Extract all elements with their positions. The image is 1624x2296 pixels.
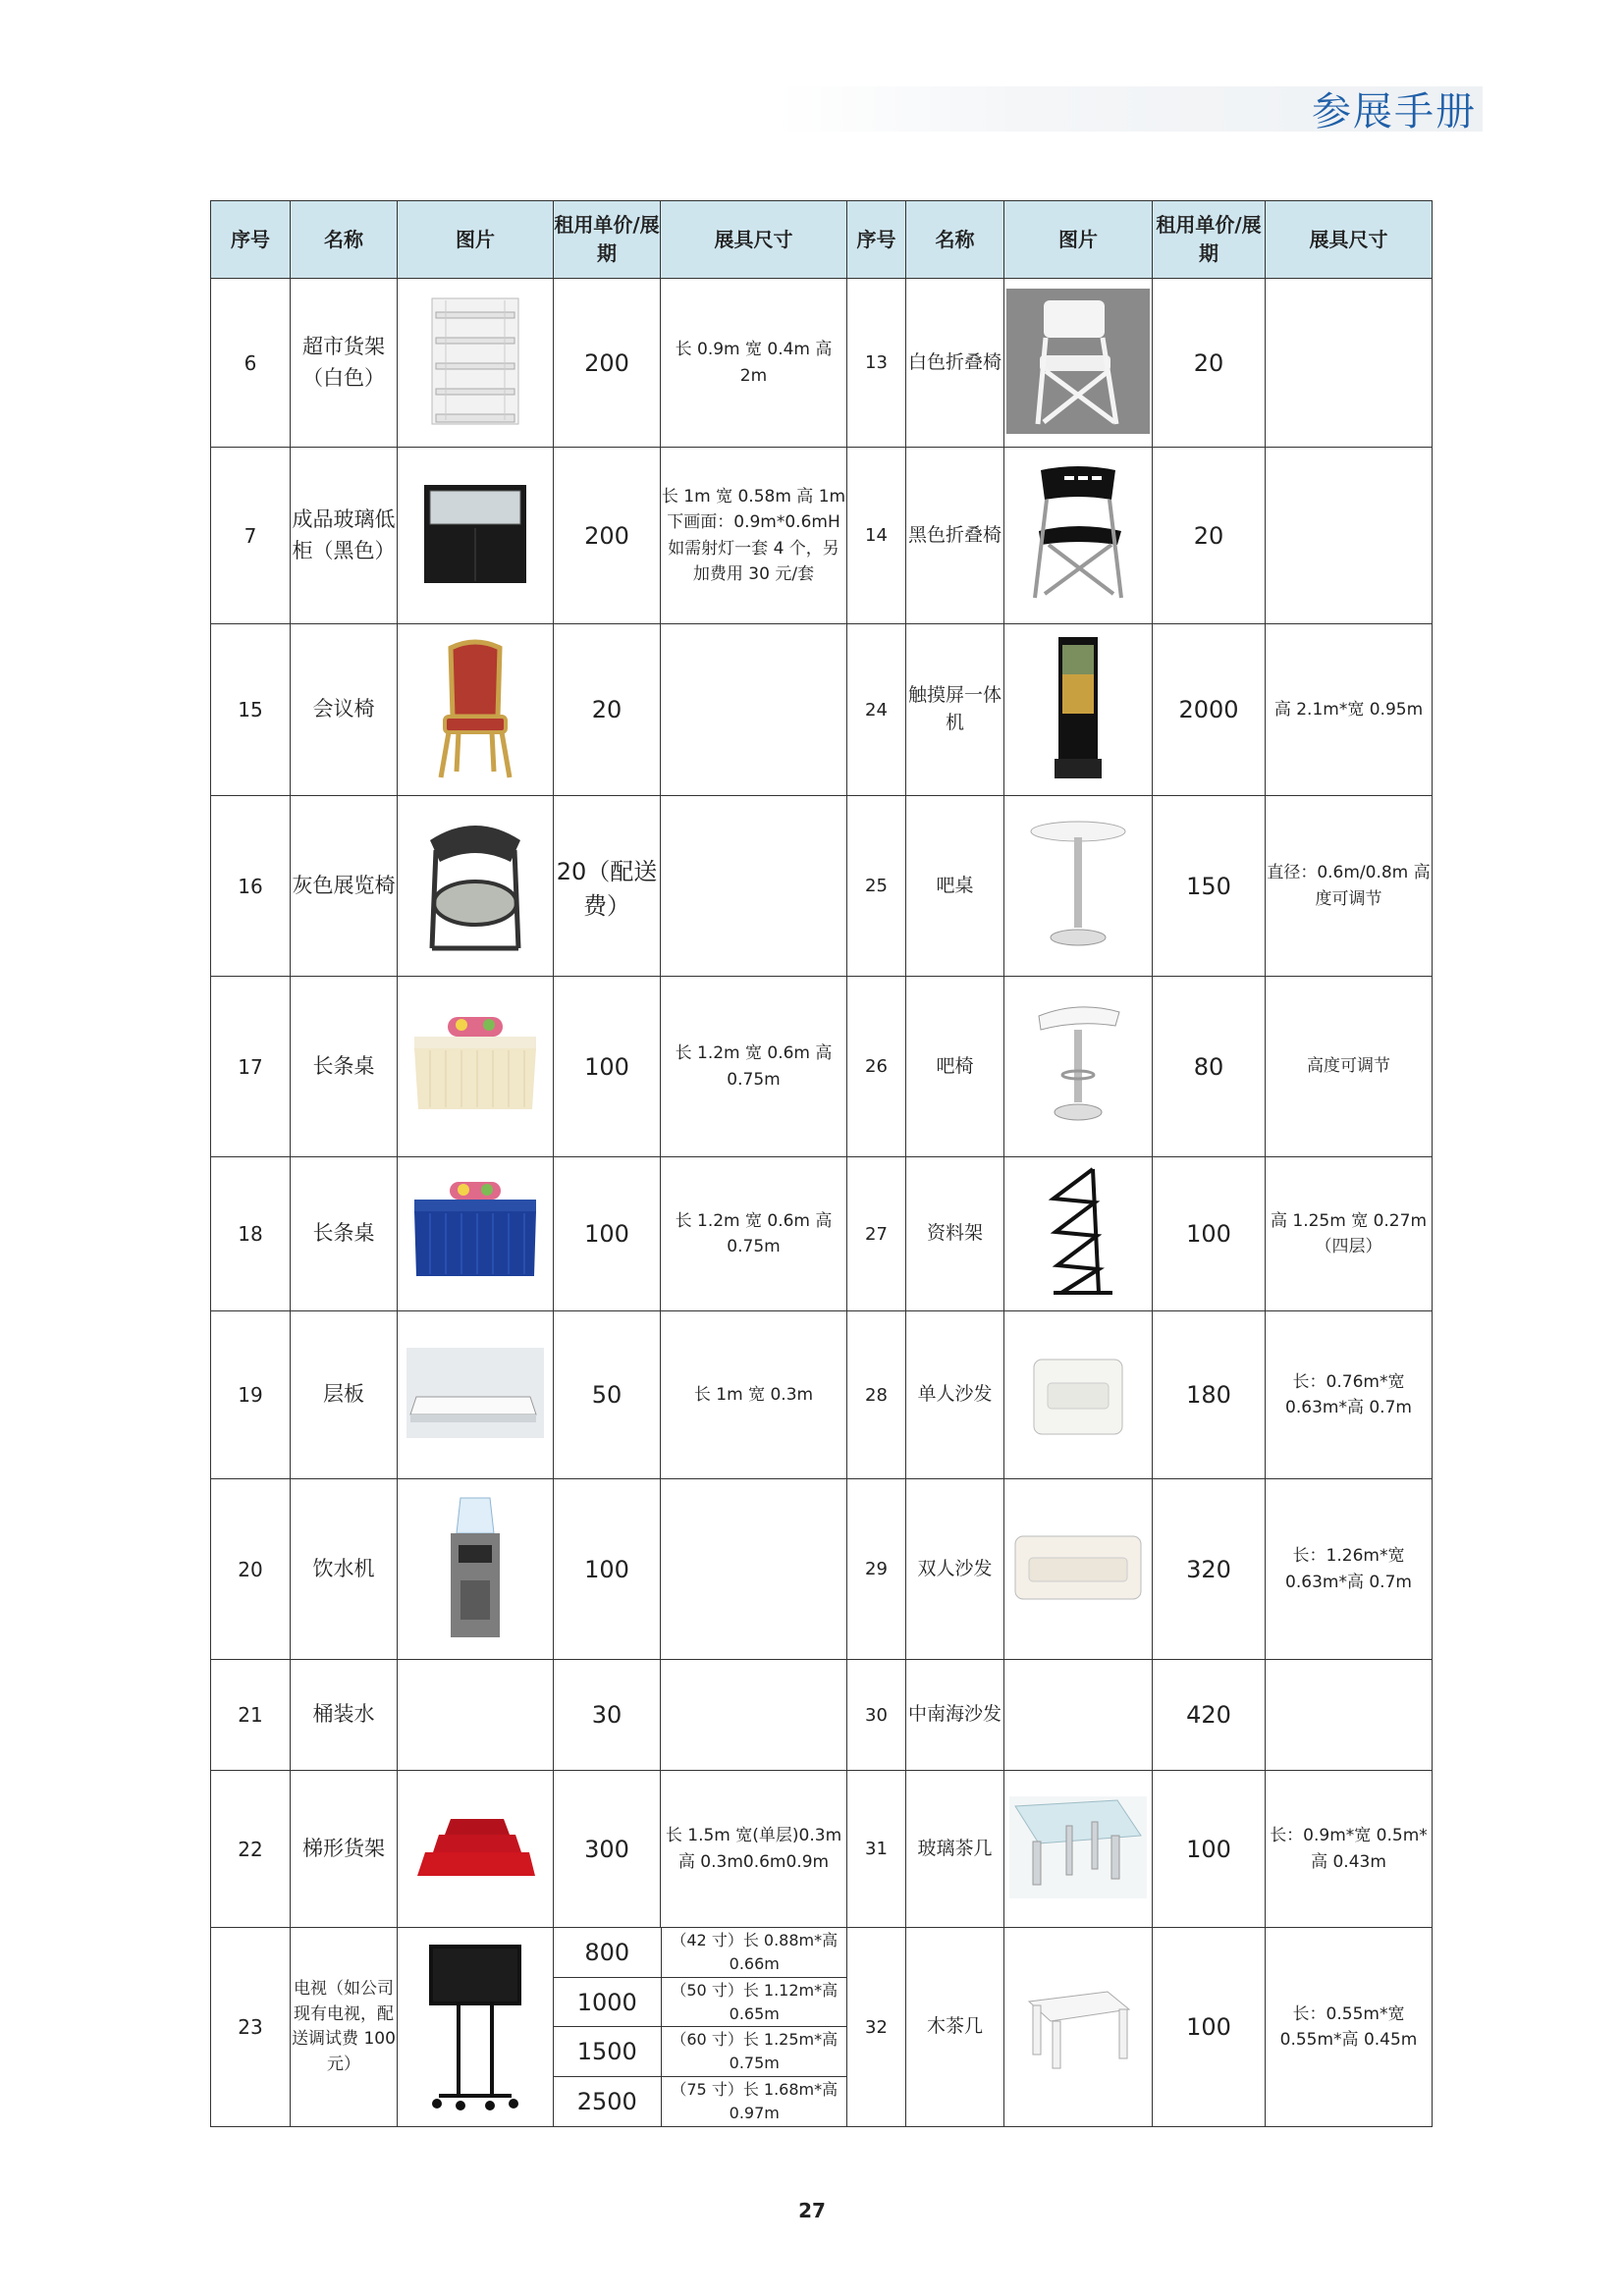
item-no: 21 [211, 1660, 291, 1771]
water-dispenser-image [441, 1494, 510, 1641]
shelf-board-image [406, 1348, 544, 1438]
item-price: 200 [554, 279, 661, 448]
table-header-row [211, 201, 1433, 279]
item-size [661, 624, 847, 796]
tv-size: （50 寸）长 1.12m*高 0.65m [661, 1977, 847, 2027]
long-table-cream-skirt-image [406, 1011, 544, 1119]
header-no-2: 序号 [847, 201, 906, 279]
item-picture-2 [1004, 1660, 1153, 1771]
item-no: 20 [211, 1479, 291, 1660]
item-price: 20 [554, 624, 661, 796]
item-size: 长 0.9m 宽 0.4m 高 2m [661, 279, 847, 448]
item-price-2: 420 [1153, 1660, 1266, 1771]
item-name: 梯形货架 [291, 1771, 398, 1928]
item-name-2: 木茶几 [906, 1928, 1004, 2127]
item-size-2: 长：0.76m*宽 0.63m*高 0.7m [1266, 1311, 1433, 1479]
header-picture: 图片 [398, 201, 554, 279]
tv-price-size-group [554, 1928, 847, 2127]
item-size: 长 1.2m 宽 0.6m 高 0.75m [661, 977, 847, 1157]
tv-price: 2500 [554, 2077, 661, 2126]
header-name-2: 名称 [906, 201, 1004, 279]
item-size-2: 长：0.55m*宽 0.55m*高 0.45m [1266, 1928, 1433, 2127]
item-no-2: 28 [847, 1311, 906, 1479]
item-no: 17 [211, 977, 291, 1157]
item-name: 电视（如公司现有电视，配送调试费 100 元） [291, 1928, 398, 2127]
item-size [661, 1660, 847, 1771]
item-no: 16 [211, 796, 291, 977]
header-size-2: 展具尺寸 [1266, 201, 1433, 279]
item-picture-2 [1004, 1157, 1153, 1311]
item-price-2: 100 [1153, 1771, 1266, 1928]
item-picture [398, 1311, 554, 1479]
header-price-2: 租用单价/展期 [1153, 201, 1266, 279]
item-size [661, 1479, 847, 1660]
tv-size: （42 寸）长 0.88m*高 0.66m [661, 1928, 847, 1977]
header-price: 租用单价/展期 [554, 201, 661, 279]
item-size: 长 1m 宽 0.58m 高 1m 下画面：0.9m*0.6mH 如需射灯一套 4 个，另加费用 30 元/套 [661, 448, 847, 624]
item-size-2: 长：1.26m*宽 0.63m*高 0.7m [1266, 1479, 1433, 1660]
wooden-coffee-table-image [1019, 1976, 1137, 2074]
table-row [211, 1157, 1433, 1311]
item-picture [398, 977, 554, 1157]
item-name-2: 中南海沙发 [906, 1660, 1004, 1771]
item-no: 19 [211, 1311, 291, 1479]
item-price-2: 20 [1153, 448, 1266, 624]
item-name: 长条桌 [291, 1157, 398, 1311]
header-size: 展具尺寸 [661, 201, 847, 279]
tv-price-subtable [554, 1928, 847, 2126]
item-picture [398, 1928, 554, 2127]
item-price-2: 150 [1153, 796, 1266, 977]
item-no-2: 13 [847, 279, 906, 448]
item-price-2: 320 [1153, 1479, 1266, 1660]
item-picture [398, 279, 554, 448]
item-name: 超市货架（白色） [291, 279, 398, 448]
item-price-2: 2000 [1153, 624, 1266, 796]
glass-cabinet-image [420, 481, 530, 587]
item-picture-2 [1004, 1771, 1153, 1928]
page-header-title: 参展手册 [1312, 89, 1477, 134]
item-no-2: 31 [847, 1771, 906, 1928]
white-folding-chair-image [1006, 289, 1150, 434]
item-picture-2 [1004, 279, 1153, 448]
header-name: 名称 [291, 201, 398, 279]
item-size: 长 1.5m 宽(单层)0.3m 高 0.3m0.6m0.9m [661, 1771, 847, 1928]
item-price: 30 [554, 1660, 661, 1771]
item-size-2: 高 1.25m 宽 0.27m（四层） [1266, 1157, 1433, 1311]
supermarket-shelf-image [426, 293, 524, 430]
table-row [211, 448, 1433, 624]
bar-stool-image [1029, 996, 1127, 1134]
tv-price: 1500 [554, 2027, 661, 2077]
item-picture [398, 1479, 554, 1660]
item-name-2: 触摸屏一体机 [906, 624, 1004, 796]
item-size: 长 1.2m 宽 0.6m 高 0.75m [661, 1157, 847, 1311]
item-size-2 [1266, 448, 1433, 624]
item-no: 23 [211, 1928, 291, 2127]
item-picture-2 [1004, 977, 1153, 1157]
item-no: 22 [211, 1771, 291, 1928]
item-name: 会议椅 [291, 624, 398, 796]
item-name-2: 黑色折叠椅 [906, 448, 1004, 624]
item-price: 100 [554, 977, 661, 1157]
item-no-2: 29 [847, 1479, 906, 1660]
item-no-2: 27 [847, 1157, 906, 1311]
item-no-2: 30 [847, 1660, 906, 1771]
item-size: 长 1m 宽 0.3m [661, 1311, 847, 1479]
table-row [211, 1771, 1433, 1928]
item-picture [398, 1771, 554, 1928]
gray-exhibition-chair-image [416, 811, 534, 958]
item-name-2: 资料架 [906, 1157, 1004, 1311]
item-name: 灰色展览椅 [291, 796, 398, 977]
item-no: 7 [211, 448, 291, 624]
table-row [211, 977, 1433, 1157]
table-row [211, 1479, 1433, 1660]
item-price: 50 [554, 1311, 661, 1479]
item-no-2: 24 [847, 624, 906, 796]
item-no-2: 26 [847, 977, 906, 1157]
item-size-2: 高 2.1m*宽 0.95m [1266, 624, 1433, 796]
item-price: 300 [554, 1771, 661, 1928]
item-picture-2 [1004, 1928, 1153, 2127]
item-name-2: 双人沙发 [906, 1479, 1004, 1660]
item-size-2 [1266, 1660, 1433, 1771]
item-picture-2 [1004, 796, 1153, 977]
item-name: 饮水机 [291, 1479, 398, 1660]
item-picture [398, 1157, 554, 1311]
item-name: 成品玻璃低柜（黑色） [291, 448, 398, 624]
item-name: 长条桌 [291, 977, 398, 1157]
item-name: 桶装水 [291, 1660, 398, 1771]
item-price: 20（配送费） [554, 796, 661, 977]
item-name-2: 单人沙发 [906, 1311, 1004, 1479]
item-picture-2 [1004, 1479, 1153, 1660]
table-row [211, 624, 1433, 796]
table-row [211, 796, 1433, 977]
item-no-2: 32 [847, 1928, 906, 2127]
black-folding-chair-image [1019, 460, 1137, 608]
item-price-2: 100 [1153, 1157, 1266, 1311]
brochure-rack-image [1034, 1163, 1122, 1301]
item-price: 100 [554, 1479, 661, 1660]
item-price-2: 180 [1153, 1311, 1266, 1479]
tv-size: （60 寸）长 1.25m*高 0.75m [661, 2027, 847, 2077]
bar-table-image [1024, 816, 1132, 953]
item-picture [398, 448, 554, 624]
item-price-2: 100 [1153, 1928, 1266, 2127]
page-number: 27 [798, 2199, 826, 2222]
item-no-2: 25 [847, 796, 906, 977]
item-size-2: 高度可调节 [1266, 977, 1433, 1157]
table-row [211, 279, 1433, 448]
tv-on-stand-image [421, 1937, 529, 2113]
item-price-2: 80 [1153, 977, 1266, 1157]
item-picture [398, 1660, 554, 1771]
stepped-display-rack-image [411, 1813, 539, 1882]
item-price: 100 [554, 1157, 661, 1311]
item-name-2: 白色折叠椅 [906, 279, 1004, 448]
item-no-2: 14 [847, 448, 906, 624]
item-no: 18 [211, 1157, 291, 1311]
long-table-blue-skirt-image [406, 1178, 544, 1286]
item-picture-2 [1004, 624, 1153, 796]
tv-price: 1000 [554, 1977, 661, 2027]
item-size [661, 796, 847, 977]
table-row [211, 1928, 1433, 2127]
item-no: 15 [211, 624, 291, 796]
glass-coffee-table-image [1009, 1796, 1147, 1898]
item-price: 200 [554, 448, 661, 624]
header-picture-2: 图片 [1004, 201, 1153, 279]
item-price-2: 20 [1153, 279, 1266, 448]
table-row [211, 1311, 1433, 1479]
item-name-2: 吧椅 [906, 977, 1004, 1157]
item-no: 6 [211, 279, 291, 448]
item-name-2: 吧桌 [906, 796, 1004, 977]
item-size-2: 直径：0.6m/0.8m 高度可调节 [1266, 796, 1433, 977]
item-picture [398, 624, 554, 796]
single-sofa-image [1024, 1344, 1132, 1442]
tv-size: （75 寸）长 1.68m*高 0.97m [671, 2080, 839, 2123]
equipment-rental-table [210, 200, 1433, 2127]
item-picture-2 [1004, 448, 1153, 624]
touch-screen-kiosk-image [1049, 635, 1108, 780]
item-name-2: 玻璃茶几 [906, 1771, 1004, 1928]
item-name: 层板 [291, 1311, 398, 1479]
conference-chair-image [431, 634, 519, 781]
item-size-2 [1266, 279, 1433, 448]
tv-price: 800 [554, 1928, 661, 1977]
header-no: 序号 [211, 201, 291, 279]
item-size-2: 长：0.9m*宽 0.5m*高 0.43m [1266, 1771, 1433, 1928]
item-picture [398, 796, 554, 977]
double-sofa-image [1009, 1528, 1147, 1607]
item-picture-2 [1004, 1311, 1153, 1479]
table-row [211, 1660, 1433, 1771]
